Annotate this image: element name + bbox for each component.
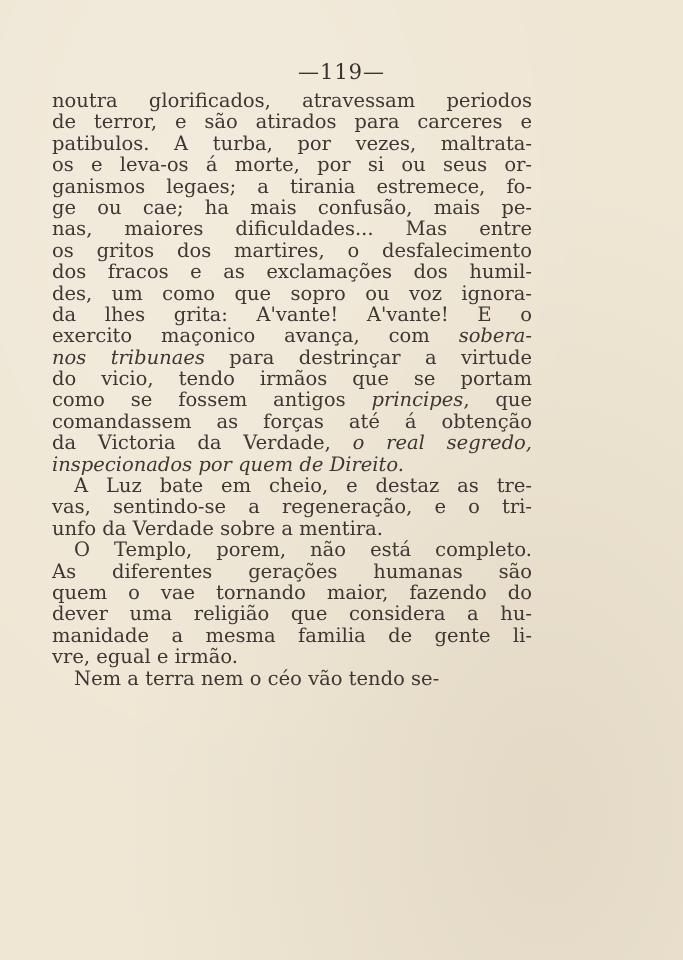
text-line <box>52 454 532 475</box>
italic-text: nos tribunaes <box>52 345 205 369</box>
text-line: nos tribunaes para destrinçar a virtude <box>52 345 532 369</box>
text-line: da lhes grita: A'vante! A'vante! E o <box>52 302 532 326</box>
text-line: ge ou cae; ha mais confusão, mais pe- <box>52 195 532 219</box>
page-number: —119— <box>297 60 386 84</box>
text-line: unfo da Verdade sobre a mentira. <box>52 516 383 540</box>
text-line: noutra glorificados, atravessam periodos <box>52 89 532 112</box>
text-line: quem o vae tornando maior, fazendo do <box>52 580 532 604</box>
text-line: vas, sentindo-se a regeneração, e o tri- <box>52 495 532 519</box>
italic-text: inspecionados por quem de Direito. <box>52 452 404 476</box>
text-line: des, um como que sopro ou voz ignora- <box>52 281 532 305</box>
text-line: de terror, e são atirados para carceres e <box>52 110 532 134</box>
text-line: como se fossem antigos principes, que <box>52 388 532 412</box>
paragraph-start-line: Nem a terra nem o céo vão tendo se- <box>74 666 440 690</box>
text-line: comandassem as forças até á obtenção <box>52 409 532 433</box>
paragraph-start-line: A Luz bate em cheio, e destaz as tre- <box>74 474 532 498</box>
text-line: os e leva-os á morte, por si ou seus or- <box>52 153 532 177</box>
text-line: As diferentes gerações humanas são <box>52 559 532 583</box>
text-line: ganismos legaes; a tirania estremece, fo- <box>52 174 532 198</box>
text-line: dos fracos e as exclamações dos humil- <box>52 260 532 284</box>
body-text <box>52 90 532 689</box>
italic-text: principes <box>371 388 464 412</box>
text-line: dever uma religião que considera a hu- <box>52 602 532 626</box>
text-line: manidade a mesma familia de gente li- <box>52 623 532 647</box>
paragraph-start-line: O Templo, porem, não está completo. <box>74 538 532 562</box>
text-line: da Victoria da Verdade, o real segredo, <box>52 431 532 455</box>
text-line: os gritos dos martires, o desfalecimento <box>52 238 532 262</box>
text-line: exercito maçonico avança, com sobera- <box>52 324 532 348</box>
italic-text: sobera- <box>458 324 532 348</box>
text-line: vre, egual e irmão. <box>52 645 238 669</box>
text-line: do vicio, tendo irmãos que se portam <box>52 367 532 391</box>
text-line: nas, maiores dificuldades... Mas entre <box>52 217 532 241</box>
italic-text: o real segredo, <box>352 431 532 455</box>
text-line: patibulos. A turba, por vezes, maltrata- <box>52 131 532 155</box>
